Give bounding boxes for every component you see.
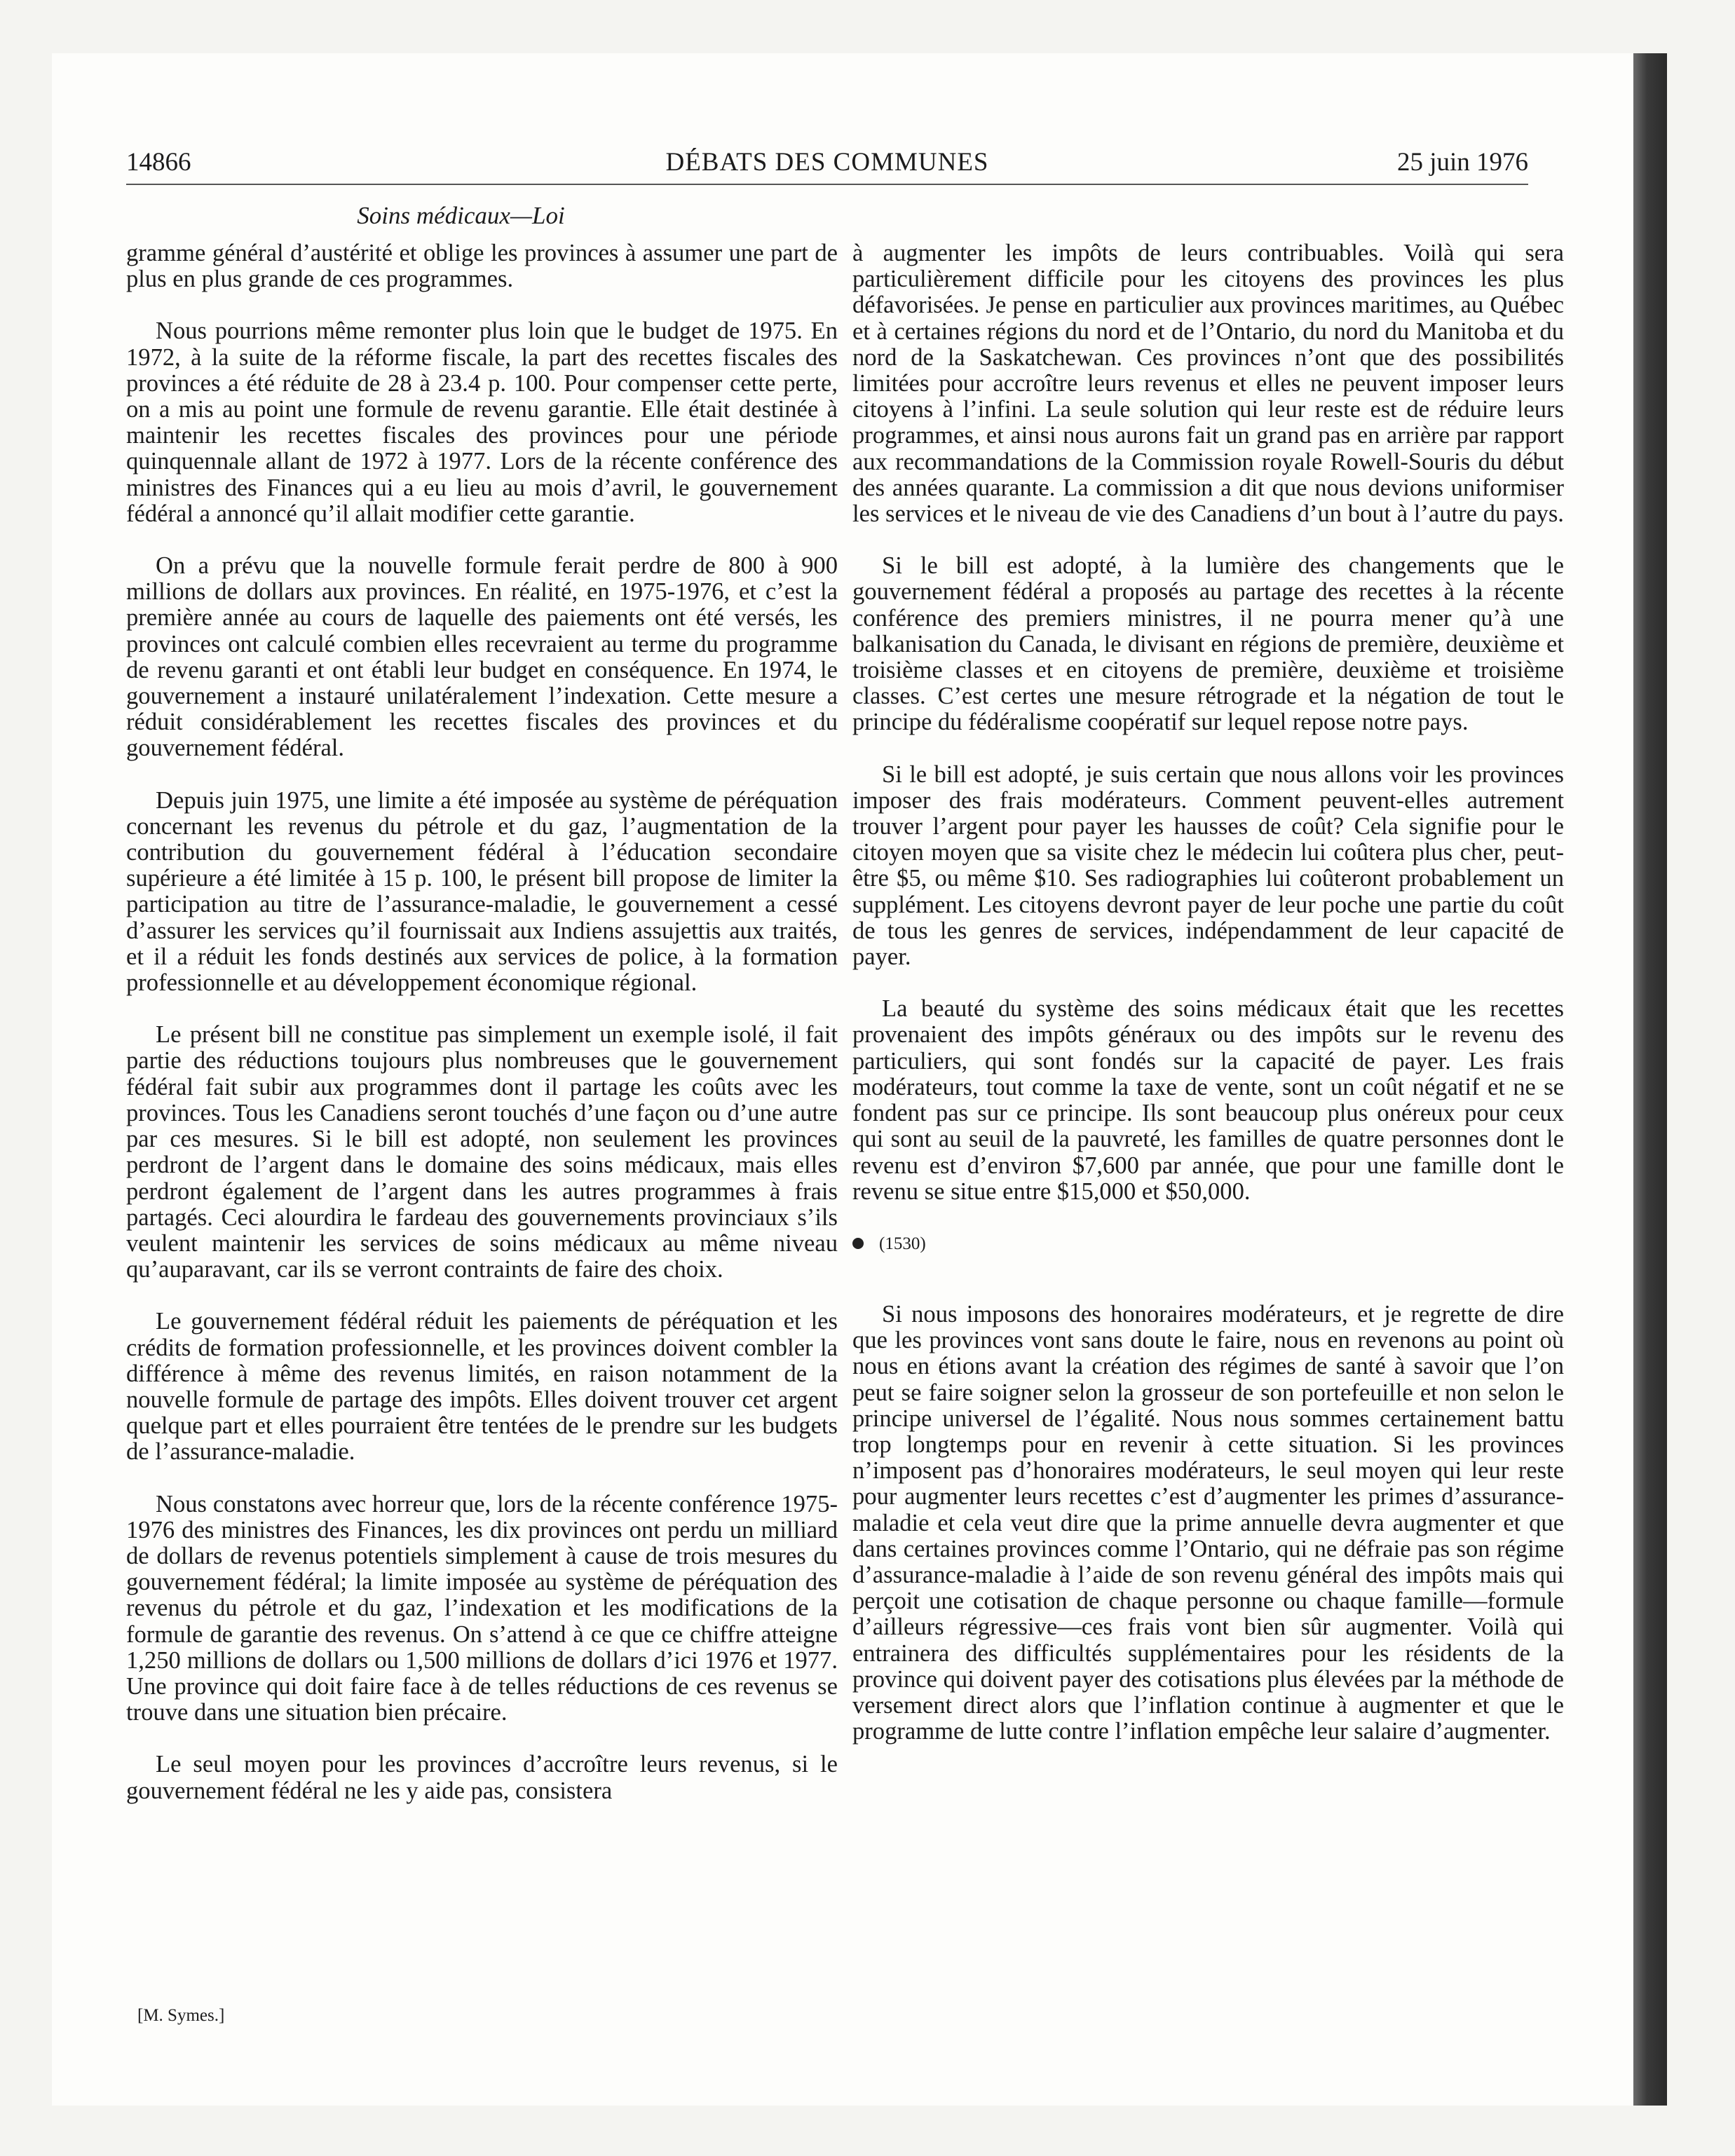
paragraph: La beauté du système des soins médicaux était que les recettes provenaient des impôts généraux ou des impôts sur le revenu des particuliers, qui sont fondés sur la capacité de payer. Les frais modérateurs, tout comme la taxe de vente, sont un coût négatif et ne se fondent pas sur ce principe. Ils sont beaucoup plus onéreux pour ceux qui sont au seuil de la pauvreté, les familles de quatre personnes dont le revenu est d’environ $7,600 par année, que pour une famille dont le revenu se situe entre $15,000 et $50,000.: [852, 995, 1564, 1205]
left-column: [126, 240, 838, 1830]
page-date: 25 juin 1976: [1396, 148, 1528, 177]
paragraph: à augmenter les impôts de leurs contribuables. Voilà qui sera particulièrement difficile pour les citoyens des provinces les plus défavorisées. Je pense en particulier aux provinces maritimes, au Québec et à certaines régions du nord et de l’Ontario, du nord du Manitoba et du nord de la Saskatchewan. Ces provinces n’ont que des possibilités limitées pour accroître leurs revenus et elles ne peuvent imposer leurs citoyens à l’infini. La seule solution qui leur reste est de réduire leurs programmes, et ainsi nous aurons fait un grand pas en arrière par rapport aux recommandations de la Commission royale Rowell-Souris du début des années quarante. La commission a dit que nous devions uniformiser les services et le niveau de vie des Canadiens d’un bout à l’autre du pays.: [852, 240, 1564, 528]
speaker-note: [M. Symes.]: [137, 2006, 225, 2025]
time-marker: [852, 1231, 1564, 1257]
header-rule: [126, 184, 1528, 185]
right-column: [852, 240, 1564, 1770]
publication-title: DÉBATS DES COMMUNES: [665, 148, 989, 177]
running-head: Soins médicaux—Loi: [357, 202, 565, 229]
bullet-icon: [852, 1238, 864, 1249]
paragraph: Si le bill est adopté, à la lumière des changements que le gouvernement fédéral a proposés au partage des recettes à la récente conférence des premiers ministres, il ne pourra mener qu’à une balkanisation du Canada, le divisant en régions de première, deuxième et troisième classes et en citoyens de première, deuxième et troisième classes. C’est certes une mesure rétrograde et la négation de tout le principe du fédéralisme coopératif sur lequel repose notre pays.: [852, 552, 1564, 736]
paragraph: Nous constatons avec horreur que, lors de la récente conférence 1975-1976 des ministres des Finances, les dix provinces ont perdu un milliard de dollars de revenus potentiels simplement à cause de trois mesures du gouvernement fédéral; la limite imposée au système de péréquation des revenus du pétrole et du gaz, l’indexation et les modifications de la formule de garantie des revenus. On s’attend à ce que ce chiffre atteigne 1,250 millions de dollars ou 1,500 millions de dollars d’ici 1976 et 1977. Une province qui doit faire face à de telles réductions de ces revenus se trouve dans une situation bien précaire.: [126, 1490, 838, 1726]
paragraph: gramme général d’austérité et oblige les provinces à assumer une part de plus en plus grande de ces programmes.: [126, 240, 838, 293]
page-header: [126, 147, 1528, 185]
paragraph: Si le bill est adopté, je suis certain que nous allons voir les provinces imposer des frais modérateurs. Comment peuvent-elles autrement trouver l’argent pour payer les hausses de coût? Cela signifie pour le citoyen moyen que sa visite chez le médecin lui coûtera plus cher, peut-être $5, ou même $10. Ses radiographies lui coûteront probablement un supplément. Les citoyens devront payer de leur poche une partie du coût de tous les genres de services, indépendamment de leur capacité de payer.: [852, 760, 1564, 971]
paragraph: Le présent bill ne constitue pas simplement un exemple isolé, il fait partie des réductions toujours plus nombreuses que le gouvernement fédéral fait subir aux programmes dont il partage les coûts avec les provinces. Tous les Canadiens seront touchés d’une façon ou d’une autre par ces mesures. Si le bill est adopté, non seulement les provinces perdront de l’argent dans le domaine des soins médicaux, mais elles perdront également de l’argent dans les autres programmes à frais partagés. Ceci alourdira le fardeau des gouvernements provinciaux s’ils veulent maintenir les services de soins médicaux au même niveau qu’auparavant, car ils se verront contraints de faire des choix.: [126, 1021, 838, 1283]
paragraph: On a prévu que la nouvelle formule ferait perdre de 800 à 900 millions de dollars aux provinces. En réalité, en 1975-1976, et c’est la première année au cours de laquelle des paiements ont été versés, les provinces ont calculé combien elles recevraient au terme du programme de revenu garanti et ont établi leur budget en conséquence. En 1974, le gouvernement a instauré unilatéralement l’indexation. Cette mesure a réduit considérablement les recettes fiscales des provinces et du gouvernement fédéral.: [126, 552, 838, 762]
paragraph: Le seul moyen pour les provinces d’accroître leurs revenus, si le gouvernement fédéral ne les y aide pas, consistera: [126, 1751, 838, 1804]
page-number: 14866: [126, 148, 191, 177]
paragraph: Depuis juin 1975, une limite a été imposée au système de péréquation concernant les revenus du pétrole et du gaz, l’augmentation de la contribution du gouvernement fédéral à l’éducation secondaire supérieure a été limitée à 15 p. 100, le présent bill propose de limiter la participation au titre de l’assurance-maladie, le gouvernement a cessé d’assurer les services qu’il fournissait aux Indiens assujettis aux traités, et il a réduit les fonds destinés aux services de police, à la formation professionnelle et au développement économique régional.: [126, 786, 838, 997]
paragraph: Si nous imposons des honoraires modérateurs, et je regrette de dire que les provinces vont sans doute le faire, nous en revenons au point où nous en étions avant la création des régimes de santé à savoir que l’on peut se faire soigner selon la grosseur de son portefeuille et non selon le principe universel de l’égalité. Nous nous sommes certainement battu trop longtemps pour en revenir à cette situation. Si les provinces n’imposent pas d’honoraires modérateurs, le seul moyen qui leur reste pour augmenter leurs recettes c’est d’augmenter les primes d’assurance-maladie et cela veut dire que la prime annuelle devra augmenter et que dans certaines provinces comme l’Ontario, qui ne défraie pas son régime d’assurance-maladie à l’aide de son revenu général des impôts mais qui perçoit une cotisation de chaque personne ou chaque famille—formule d’ailleurs régressive—ces frais vont bien sûr augmenter. Voilà qui entrainera des difficultés supplémentaires pour les résidents de la province qui doivent payer des cotisations plus élevées par la méthode de versement direct alors que l’inflation continue à augmenter et que le programme de lutte contre l’inflation empêche leur salaire d’augmenter.: [852, 1300, 1564, 1745]
paragraph: Nous pourrions même remonter plus loin que le budget de 1975. En 1972, à la suite de la réforme fiscale, la part des recettes fiscales des provinces a été réduite de 28 à 23.4 p. 100. Pour compenser cette perte, on a mis au point une formule de revenu garantie. Elle était destinée à maintenir les recettes fiscales des provinces pour une période quinquennale allant de 1972 à 1977. Lors de la récente conférence des ministres des Finances qui a eu lieu au mois d’avril, le gouvernement fédéral a annoncé qu’il allait modifier cette garantie.: [126, 318, 838, 527]
scan-edge-shadow: [1633, 53, 1667, 2106]
paragraph: Le gouvernement fédéral réduit les paiements de péréquation et les crédits de formation professionnelle, et les provinces doivent combler la différence à même des revenus limités, en raison notamment de la nouvelle formule de partage des impôts. Elles doivent trouver cet argent quelque part et elles pourraient être tentées de le prendre sur les budgets de l’assurance-maladie.: [126, 1308, 838, 1466]
time-marker-label: (1530): [879, 1234, 926, 1253]
